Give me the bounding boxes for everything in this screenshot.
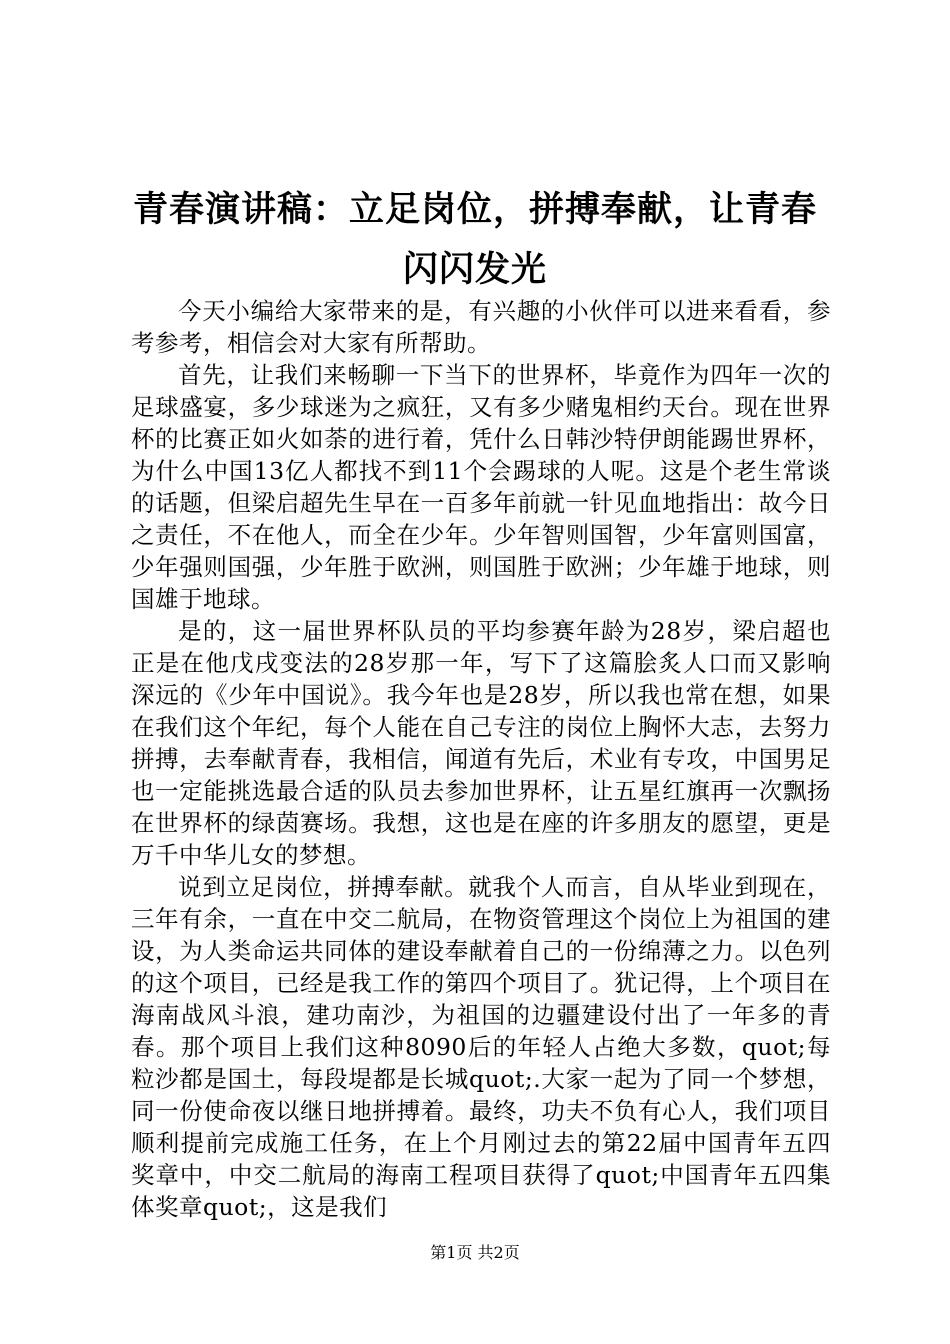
paragraph-world-cup: 首先，让我们来畅聊一下当下的世界杯，毕竟作为四年一次的足球盛宴，多少球迷为之疯狂，又有多少赌鬼相约天台。现在世界杯的比赛正如火如荼的进行着，凭什么日韩沙特伊朗能踢世界杯，为什么中国13亿人都找不到11个会踢球的人呢。这是个老生常谈的话题，但梁启超先生早在一百多年前就一针见血地指出：故今日之责任，不在他人，而全在少年。少年智则国智，少年富则国富，少年强则国强，少年胜于欧洲，则国胜于欧洲；少年雄于地球，则国雄于地球。 [131,361,831,613]
paragraph-intro: 今天小编给大家带来的是，有兴趣的小伙伴可以进来看看，参考参考，相信会对大家有所帮助。 [131,297,831,357]
paragraph-dedication: 说到立足岗位，拼搏奉献。就我个人而言，自从毕业到现在，三年有余，一直在中交二航局，在物资管理这个岗位上为祖国的建设，为人类命运共同体的建设奉献着自己的一份绵薄之力。以色列的这个项目，已经是我工作的第四个项目了。犹记得，上个项目在海南战风斗浪，建功南沙，为祖国的边疆建设付出了一年多的青春。那个项目上我们这种8090后的年轻人占绝大多数，quot;每粒沙都是国土，每段堤都是长城quot;.大家一起为了同一个梦想，同一份使命夜以继日地拼搏着。最终，功夫不负有心人，我们项目顺利提前完成施工任务，在上个月刚过去的第22届中国青年五四奖章中，中交二航局的海南工程项目获得了quot;中国青年五四集体奖章quot;，这是我们 [131,873,831,1221]
document-body [131,295,831,1223]
page-title: 青春演讲稿：立足岗位，拼搏奉献，让青春闪闪发光 [132,190,817,290]
page-footer: 第1页 共2页 [430,1243,520,1262]
paragraph-age-28: 是的，这一届世界杯队员的平均参赛年龄为28岁，梁启超也正是在他戊戌变法的28岁那一年，写下了这篇脍炙人口而又影响深远的《少年中国说》。我今年也是28岁，所以我也常在想，如果在我们这个年纪，每个人能在自己专注的岗位上胸怀大志，去努力拼搏，去奉献青春，我相信，闻道有先后，术业有专攻，中国男足也一定能挑选最合适的队员去参加世界杯，让五星红旗再一次飘扬在世界杯的绿茵赛场。我想，这也是在座的许多朋友的愿望，更是万千中华儿女的梦想。 [131,617,831,869]
